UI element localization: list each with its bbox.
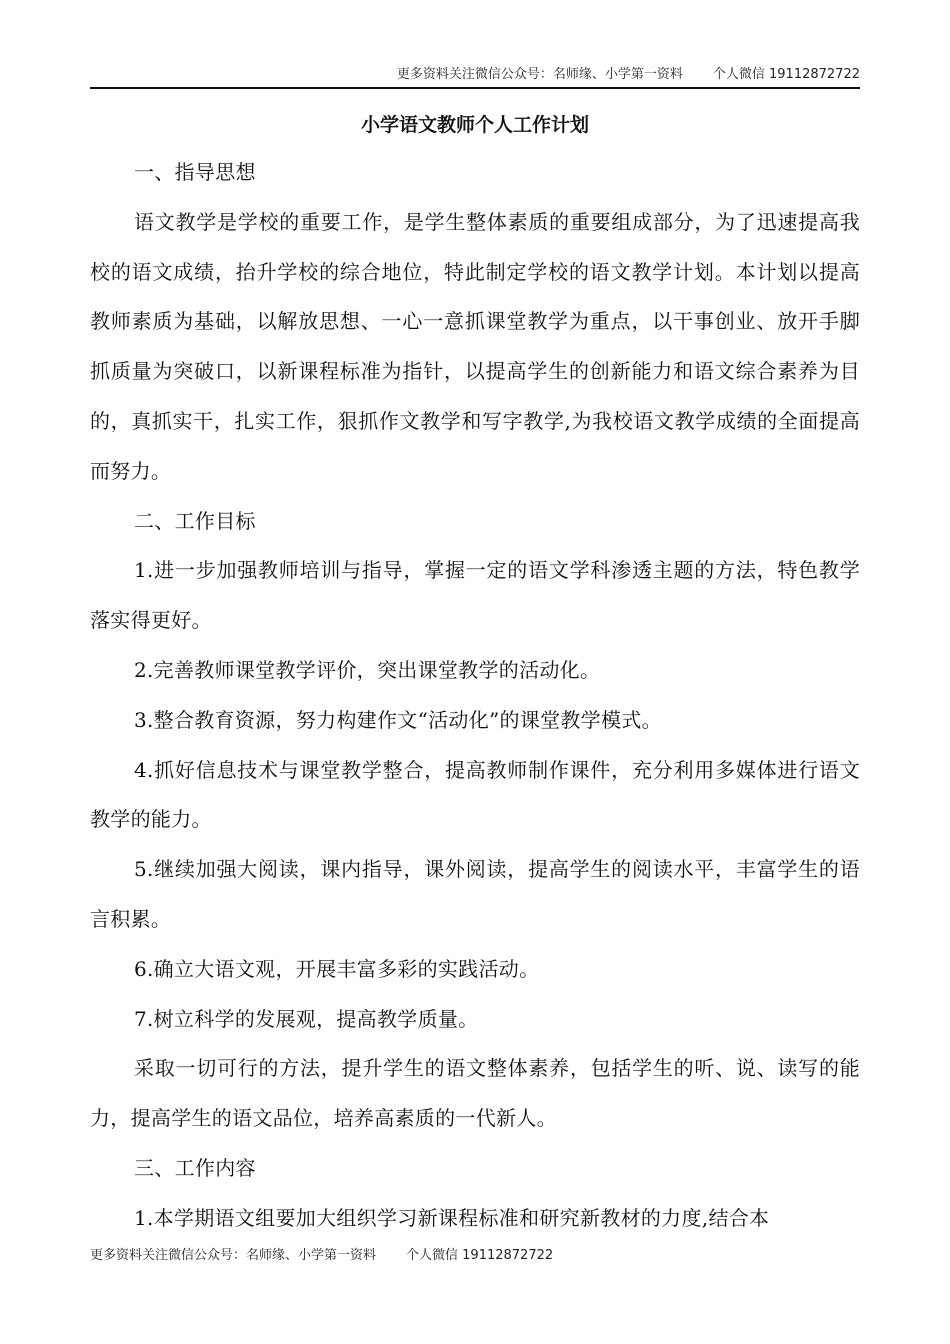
goal-item-6: 6.确立大语文观，开展丰富多彩的实践活动。 — [134, 956, 540, 981]
goal-item-4: 4.抓好信息技术与课堂教学整合，提高教师制作课件，充分利用多媒体进行语文教学的能力。 — [90, 757, 860, 832]
paragraph-guiding-ideology: 语文教学是学校的重要工作，是学生整体素质的重要组成部分，为了迅速提高我校的语文成绩，抬升学校的综合地位，特此制定学校的语文教学计划。本计划以提高教师素质为基础，以解放思想、一心一意抓课堂教学为重点，以干事创业、放开手脚抓质量为突破口，以新课程标准为指针，以提高学生的创新能力和语文综合素养为目的，真抓实干，扎实工作，狠抓作文教学和写字教学,为我校语文教学成绩的全面提高而努力。 — [90, 209, 860, 483]
goal-item-3: 3.整合教育资源，努力构建作文“活动化”的课堂教学模式。 — [134, 707, 662, 732]
header-promo-text: 更多资料关注微信公众号：名师缘、小学第一资料 — [396, 67, 683, 82]
goal-item-1: 1.进一步加强教师培训与指导，掌握一定的语文学科渗透主题的方法，特色教学落实得更好。 — [90, 558, 860, 633]
header-wechat-text: 个人微信 19112872722 — [712, 67, 860, 82]
page-footer — [90, 1247, 553, 1265]
footer-wechat-text: 个人微信 19112872722 — [406, 1248, 554, 1263]
content-item-1: 1.本学期语文组要加大组织学习新课程标准和研究新教材的力度,结合本 — [134, 1205, 770, 1230]
section-heading-work-goals: 二、工作目标 — [134, 508, 256, 533]
page-header — [90, 66, 860, 84]
goal-item-7: 7.树立科学的发展观，提高教学质量。 — [134, 1006, 479, 1031]
goal-item-2: 2.完善教师课堂教学评价，突出课堂教学的活动化。 — [134, 657, 601, 682]
footer-promo-text: 更多资料关注微信公众号：名师缘、小学第一资料 — [90, 1248, 377, 1263]
paragraph-goals-summary: 采取一切可行的方法，提升学生的语文整体素养，包括学生的听、说、读写的能力，提高学生的语文品位，培养高素质的一代新人。 — [90, 1056, 860, 1131]
header-divider — [90, 87, 860, 89]
document-body — [90, 148, 860, 1244]
document-title: 小学语文教师个人工作计划 — [360, 114, 589, 136]
section-heading-work-content: 三、工作内容 — [134, 1155, 256, 1180]
goal-item-5: 5.继续加强大阅读，课内指导，课外阅读，提高学生的阅读水平，丰富学生的语言积累。 — [90, 857, 860, 931]
section-heading-guiding-ideology: 一、指导思想 — [134, 160, 256, 184]
